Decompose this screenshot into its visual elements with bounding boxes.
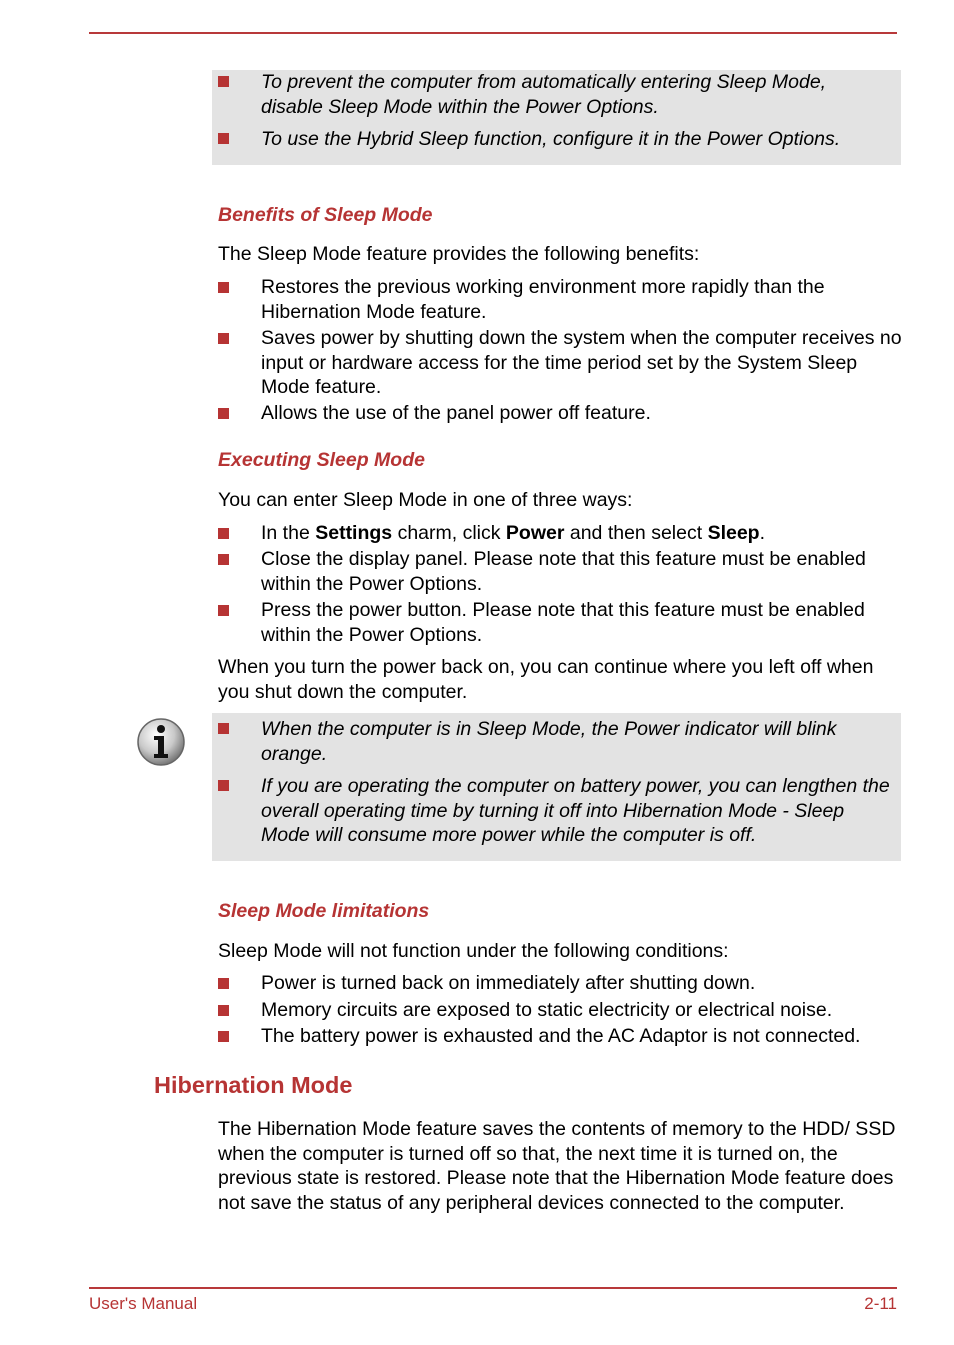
page-number: 2-11 [864,1294,897,1313]
paragraph: Sleep Mode will not function under the following conditions: [218,940,729,962]
power-term: Power [505,522,565,544]
section-heading-executing: Executing Sleep Mode [218,449,425,471]
bullet-icon [218,333,229,344]
note-text: When the computer is in Sleep Mode, the Power indicator will blink orange. [261,718,837,765]
bullet-icon [218,1031,229,1042]
paragraph: The Hibernation Mode feature saves the contents of memory to the HDD/ SSD when the computer is turned off so that, the next time it is turned on, the previous state is restored. Please note that the Hibernation Mode feature does not save the status of any peripheral devices connected to the computer. [218,1118,896,1214]
bullet-icon [218,133,229,144]
info-icon [136,717,186,767]
section-heading-benefits: Benefits of Sleep Mode [218,204,433,226]
bullet-icon [218,408,229,419]
section-heading-limitations: Sleep Mode limitations [218,900,430,922]
bullet-icon [218,76,229,87]
footer-title: User's Manual [89,1294,198,1313]
footer-rule [89,1287,897,1289]
note-text: If you are operating the computer on battery power, you can lengthen the overall operating time by turning it off into Hibernation Mode - Sleep Mode will consume more power while the computer is off. [261,775,890,846]
paragraph: The Sleep Mode feature provides the following benefits: [218,243,700,265]
paragraph: You can enter Sleep Mode in one of three ways: [218,489,633,511]
bullet-icon [218,528,229,539]
bullet-icon [218,554,229,565]
sleep-term: Sleep [707,522,760,544]
settings-term: Settings [315,522,393,544]
bullet-icon [218,282,229,293]
bullet-icon [218,723,229,734]
note-box-2 [212,713,901,861]
note-box-1 [212,70,901,165]
note-text: To prevent the computer from automatically entering Sleep Mode, disable Sleep Mode within the Power Options. [261,71,827,118]
bullet-icon [218,1005,229,1016]
note-text: To use the Hybrid Sleep function, configure it in the Power Options. [261,128,841,150]
bullet-icon [218,978,229,989]
bullet-icon [218,780,229,791]
section-title-hibernation: Hibernation Mode [154,1072,353,1098]
header-rule [89,32,897,34]
paragraph: When you turn the power back on, you can continue where you left off when you shut down the computer. [218,656,874,703]
bullet-icon [218,605,229,616]
